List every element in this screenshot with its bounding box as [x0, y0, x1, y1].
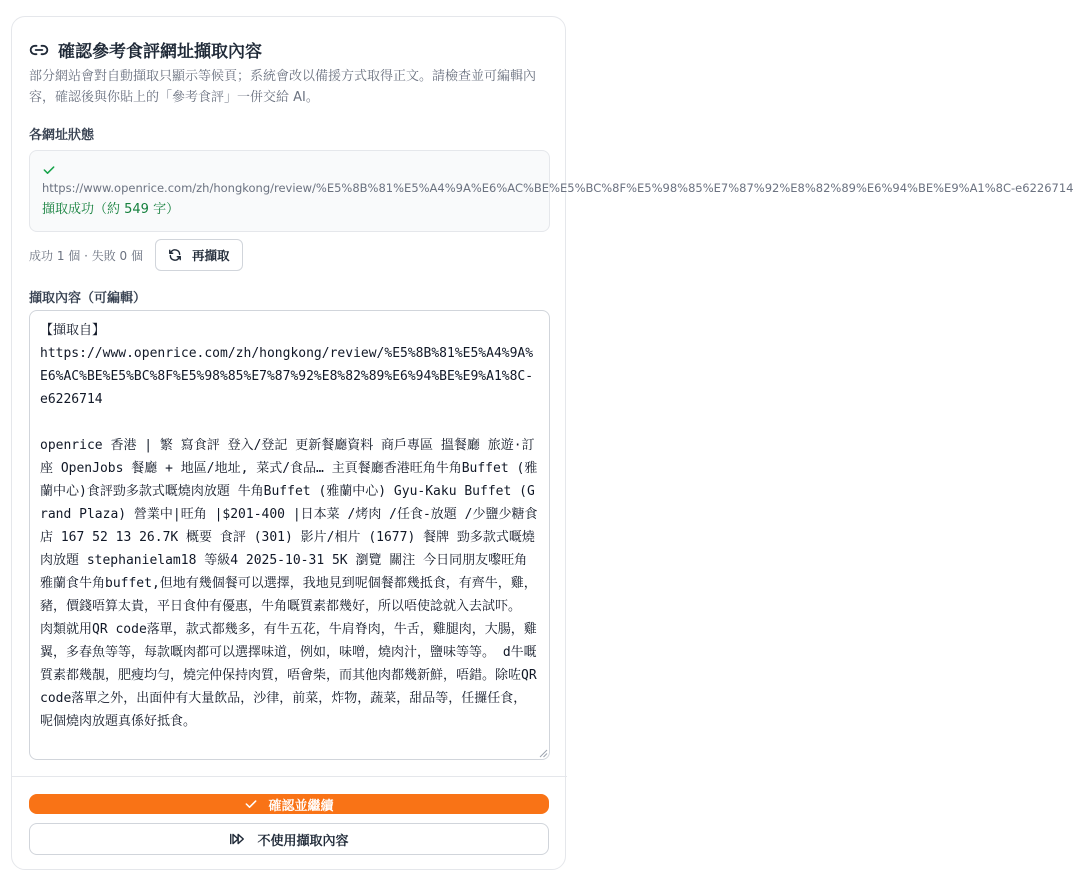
status-section-label: 各網址狀態 [29, 128, 95, 143]
status-summary: 成功 1 個 · 失敗 0 個 [29, 248, 143, 263]
dialog-title: 確認參考食評網址擷取內容 [58, 42, 262, 62]
extracted-content-text[interactable]: 【擷取自】 https://www.openrice.com/zh/hongkong/review/%E5%8B%81%E5%A4%9A%E6%AC%BE%E5%BC%8F%E5%98%85%E7%87%92%E8%82%89%E6%94%BE%E9%A1%8C-e6226714 openrice 香港 | 繁 寫食評 登入/登記 更新餐廳資料 商戶專區 搵餐廳 旅遊·訂座 OpenJobs 餐廳 + 地區/地址, 菜式/食品… 主頁餐廳香港旺角牛角Buffet (雅蘭中心)食評勁多款式嘅燒肉放題 牛角Buffet (雅蘭中心) Gyu-Kaku Buffet (Grand Plaza) 營業中|旺角 |$201-400 |日本菜 /烤肉 /任食-放題 /少鹽少糖食店 167 52 13 26.7K 概要 食評 (301) 影片/相片 (1677) 餐牌 勁多款式嘅燒肉放題 stephanielam18 等級4 2025-10-31 5K 瀏覽 關注 今日同朋友嚟旺角雅蘭食牛角buffet,但地有幾個餐可以選擇，我地見到呢個餐都幾抵食，有齊牛，雞，豬，價錢唔算太貴，平日食仲有優惠，牛角嘅質素都幾好，所以唔使諗就入去試吓。 肉類就用QR code落單，款式都幾多，有牛五花，牛肩脊肉，牛舌，雞腿肉，大腸，雞翼，多春魚等等，每款嘅肉都可以選擇味道，例如，味噌，燒肉汁，鹽味等等。 d牛嘅質素都幾靚，肥瘦均勻，燒完仲保持肉質，唔會柴，而其他肉都幾新鮮，唔錯。除咗QR code落單之外，出面仲有大量飲品，沙律，前菜，炸物，蔬菜，甜品等，任攞任食，呢個燒肉放題真係好抵食。 [40, 323, 538, 729]
content-section-label: 擷取內容（可編輯） [29, 291, 147, 306]
url-status-item [29, 150, 1073, 232]
check-icon [42, 163, 56, 177]
status-summary-row [29, 239, 243, 271]
confirm-label: 確認並繼續 [268, 798, 334, 814]
status-url: https://www.openrice.com/zh/hongkong/review/%E5%8B%81%E5%A4%9A%E6%AC%BE%E5%BC%8F%E5%98%85%E7%87%92%E8%82%89%E6%94%BE%E9%A1%8C-e6226714 [42, 181, 1073, 195]
check-icon [244, 797, 258, 811]
reextract-button[interactable] [155, 239, 243, 271]
skip-extraction-button[interactable] [29, 823, 549, 855]
extracted-content-textarea[interactable] [29, 310, 550, 760]
skip-label: 不使用擷取內容 [257, 833, 349, 849]
extraction-confirm-dialog [11, 16, 1073, 870]
reextract-label: 再擷取 [191, 248, 230, 263]
status-success-text: 擷取成功（約 549 字） [42, 202, 180, 217]
footer-divider [12, 776, 567, 777]
dialog-header [29, 37, 262, 62]
dialog-description: 部分網站會對自動擷取只顯示等候頁；系統會改以備援方式取得正文。請檢查並可編輯內容，確認後與你貼上的「參考食評」一併交給 AI。 [29, 69, 537, 105]
skip-forward-icon [229, 832, 245, 846]
refresh-icon [168, 248, 182, 262]
resize-handle-icon[interactable] [539, 749, 547, 757]
link-icon [29, 40, 49, 60]
confirm-continue-button[interactable] [29, 794, 549, 814]
